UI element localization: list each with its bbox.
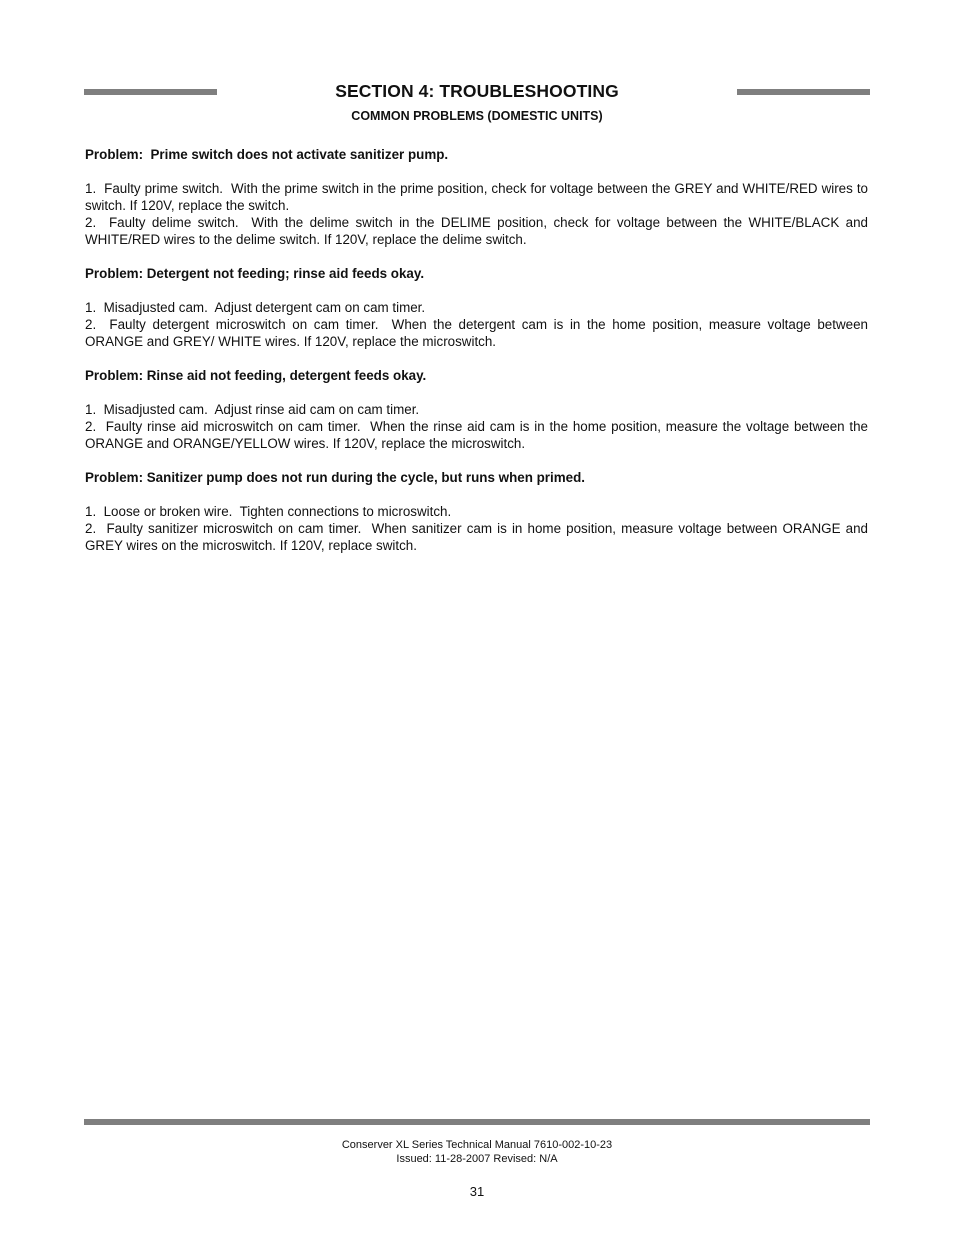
problem-heading: Problem: Detergent not feeding; rinse aid feeds okay.	[85, 266, 425, 281]
problem-heading: Problem: Sanitizer pump does not run during the cycle, but runs when primed.	[85, 470, 585, 485]
problem-step: 1. Faulty prime switch. With the prime switch in the prime position, check for voltage between the GREY and WHITE/RED wires to switch. If 120V, replace the switch.	[85, 181, 872, 213]
problem-step: 1. Misadjusted cam. Adjust detergent cam on cam timer.	[85, 300, 426, 315]
problem-block	[85, 146, 872, 248]
page-number: 31	[469, 1184, 485, 1199]
problem-block	[85, 265, 872, 350]
section-title: SECTION 4: TROUBLESHOOTING	[335, 81, 619, 101]
problem-block	[85, 469, 872, 554]
troubleshooting-content	[85, 146, 872, 571]
problem-step: 1. Misadjusted cam. Adjust rinse aid cam on cam timer.	[85, 402, 420, 417]
footer-rule	[84, 1119, 870, 1125]
problem-step: 1. Loose or broken wire. Tighten connections to microswitch.	[85, 504, 452, 519]
section-subtitle: COMMON PROBLEMS (DOMESTIC UNITS)	[351, 109, 603, 123]
footer-manual-title: Conserver XL Series Technical Manual 7610-002-10-23	[341, 1139, 613, 1151]
problem-heading: Problem: Prime switch does not activate sanitizer pump.	[85, 147, 449, 162]
problem-steps	[85, 503, 872, 554]
problem-heading: Problem: Rinse aid not feeding, detergent feeds okay.	[85, 368, 427, 383]
problem-block	[85, 367, 872, 452]
problem-step: 2. Faulty delime switch. With the delime switch in the DELIME position, check for voltage between the WHITE/BLACK and WHITE/RED wires to the delime switch. If 120V, replace the delime switch.	[85, 215, 872, 247]
footer-issue-info: Issued: 11-28-2007 Revised: N/A	[396, 1152, 558, 1165]
problem-step: 2. Faulty rinse aid microswitch on cam timer. When the rinse aid cam is in the home position, measure the voltage between the ORANGE and ORANGE/YELLOW wires. If 120V, replace the microswitch.	[85, 419, 872, 451]
problem-step: 2. Faulty sanitizer microswitch on cam timer. When sanitizer cam is in home position, measure voltage between ORANGE and GREY wires on the microswitch. If 120V, replace switch.	[85, 521, 872, 553]
problem-steps	[85, 180, 872, 248]
problem-steps	[85, 401, 872, 452]
page-footer	[0, 1139, 954, 1166]
problem-step: 2. Faulty detergent microswitch on cam timer. When the detergent cam is in the home position, measure voltage between ORANGE and GREY/ WHITE wires. If 120V, replace the microswitch.	[85, 317, 872, 349]
problem-steps	[85, 299, 872, 350]
